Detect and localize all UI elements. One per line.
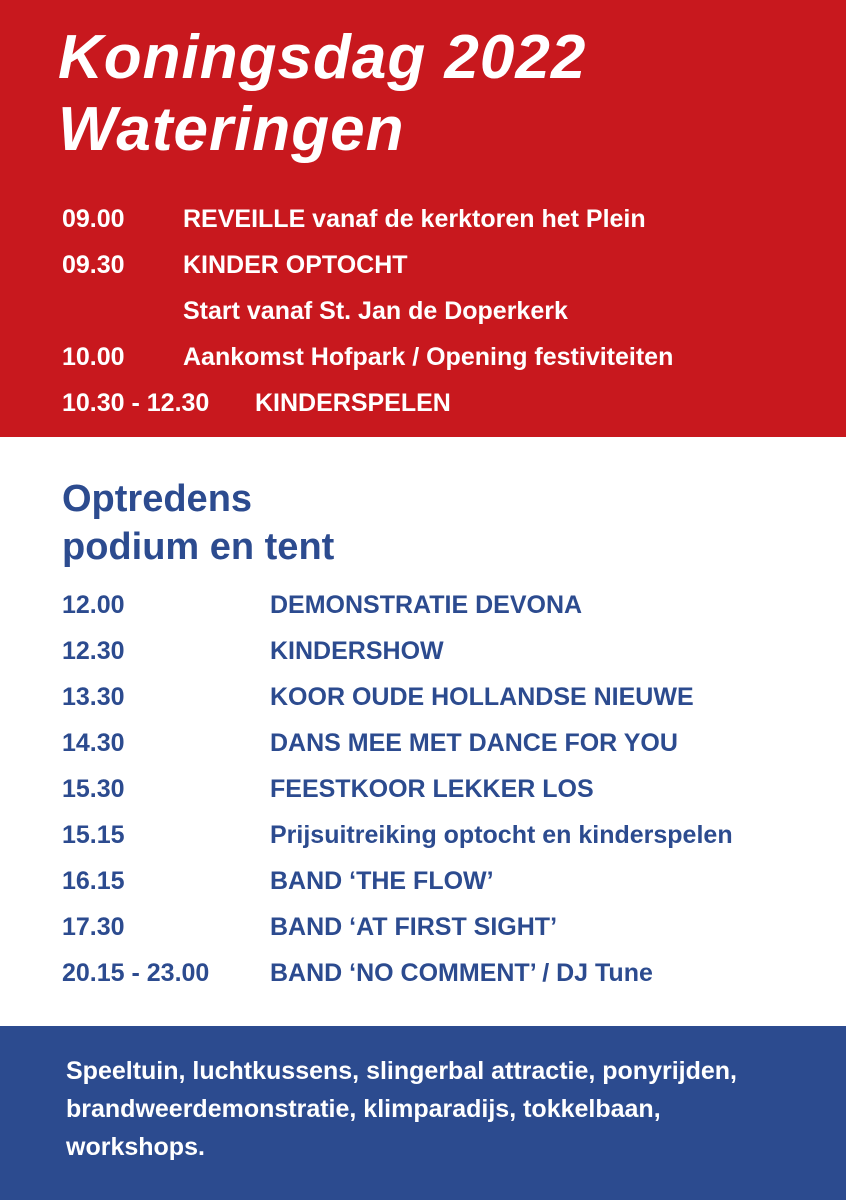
- performance-time: 20.15 - 23.00: [62, 959, 210, 987]
- activities-text: Speeltuin, luchtkussens, slingerbal attractie, ponyrijden, brandweerdemonstratie, klimparadijs, tokkelbaan, workshops.: [66, 1057, 737, 1161]
- schedule-time: 09.30: [62, 251, 125, 279]
- schedule-desc: KINDER OPTOCHT: [183, 251, 408, 279]
- performance-desc: Prijsuitreiking optocht en kinderspelen: [270, 821, 733, 849]
- performance-time: 13.30: [62, 683, 125, 711]
- title-line-1: Koningsdag 2022: [58, 23, 587, 92]
- schedule-desc: Aankomst Hofpark / Opening festiviteiten: [183, 343, 674, 371]
- performances-title-line-2: podium en tent: [62, 526, 335, 568]
- page-title: [58, 22, 586, 166]
- performance-desc: KOOR OUDE HOLLANDSE NIEUWE: [270, 683, 694, 711]
- performance-time: 15.30: [62, 775, 125, 803]
- performance-time: 17.30: [62, 913, 125, 941]
- title-line-2: Wateringen: [58, 95, 405, 164]
- performance-time: 16.15: [62, 867, 125, 895]
- schedule-time: 10.00: [62, 343, 125, 371]
- performance-time: 12.30: [62, 637, 125, 665]
- performance-desc: BAND ‘AT FIRST SIGHT’: [270, 913, 558, 941]
- schedule-desc: Start vanaf St. Jan de Doperkerk: [183, 297, 568, 325]
- schedule-time: 10.30 - 12.30: [62, 389, 210, 417]
- performance-desc: FEESTKOOR LEKKER LOS: [270, 775, 594, 803]
- performances-title-line-1: Optredens: [62, 478, 253, 520]
- performance-desc: BAND ‘THE FLOW’: [270, 867, 494, 895]
- performances-section: [0, 437, 846, 1026]
- schedule-desc: REVEILLE vanaf de kerktoren het Plein: [183, 205, 646, 233]
- performance-desc: BAND ‘NO COMMENT’ / DJ Tune: [270, 959, 653, 987]
- performance-time: 15.15: [62, 821, 125, 849]
- performances-title: [62, 475, 334, 571]
- performance-desc: DANS MEE MET DANCE FOR YOU: [270, 729, 678, 757]
- performance-time: 14.30: [62, 729, 125, 757]
- performance-desc: DEMONSTRATIE DEVONA: [270, 591, 583, 619]
- schedule-desc: KINDERSPELEN: [255, 389, 451, 417]
- header-section: [0, 0, 846, 437]
- performance-time: 12.00: [62, 591, 125, 619]
- performance-desc: KINDERSHOW: [270, 637, 444, 665]
- schedule-time: 09.00: [62, 205, 125, 233]
- footer-section: [0, 1026, 846, 1200]
